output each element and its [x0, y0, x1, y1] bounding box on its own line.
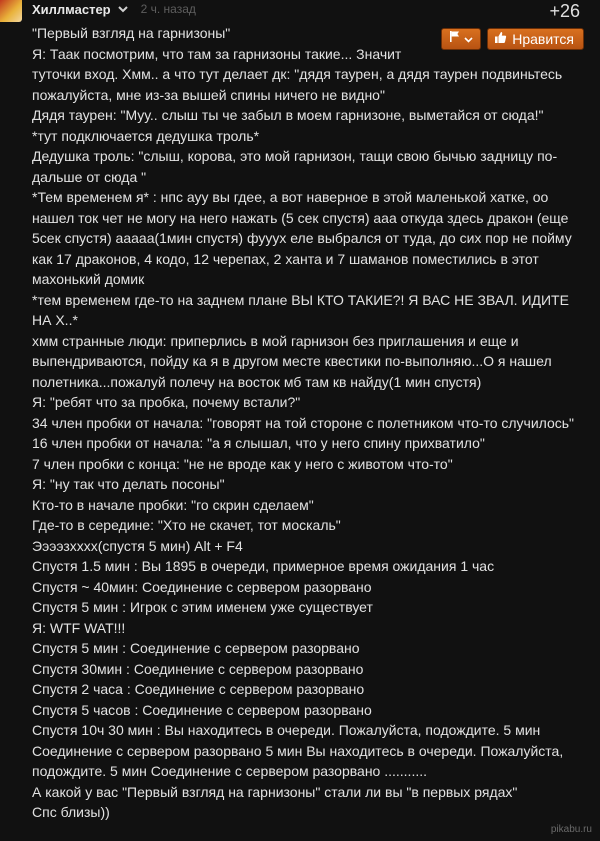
comment-text-line: Спустя ~ 40мин: Соединение с сервером разорвано [32, 578, 372, 595]
comment-time: 2 ч. назад [140, 2, 196, 16]
comment-text-line: выпендриваются, пойду ка я в другом месте квестики по-выполняю...О я нашел [32, 353, 552, 369]
comment-text-line: махонький домик [32, 271, 145, 287]
comment-text-line: Кто-то в начале пробки: "го скрин сделаем" [32, 496, 314, 513]
comment-text-line: полетника...пожалуй полечу на восток мб там кв найду(1 мин спустя) [32, 373, 482, 390]
like-button-label: Нравится [512, 31, 574, 47]
comment-text-line: Спустя 5 мин : Соединение с сервером разорвано [32, 640, 360, 656]
comment-text-line: пожалуйста, мне из-за вышей спины ничего не видно" [32, 86, 385, 103]
comment-text-line: Соединение с сервером разорвано 5 мин Вы находитесь в очереди. Пожалуйста, [32, 742, 564, 759]
comment-header [32, 0, 196, 18]
comment-text-line: подождите. 5 мин Соединение с сервером разорвано ........... [32, 763, 428, 779]
site-watermark: pikabu.ru [550, 824, 592, 835]
comment-text-line: *Тем временем я* : нпс ауу вы гдее, а вот наверное в этой маленькой хатке, оо [32, 189, 549, 205]
comment-text-line: Спустя 30мин : Соединение с сервером разорвано [32, 660, 364, 677]
comment-text-line: "Первый взгляд на гарнизоны" [32, 25, 231, 41]
comment-text-line: НА Х..* [32, 312, 78, 328]
comment-text-line: Дядя таурен: "Муу.. слыш ты че забыл в моем гарнизоне, выметайся от сюда!" [32, 107, 544, 123]
comment-text-line: А какой у вас "Первый взгляд на гарнизоны" стали ли вы "в первых рядах" [32, 783, 518, 800]
comment-text-line: *тут подключается дедушка троль* [32, 127, 260, 144]
comment-body [32, 23, 584, 823]
comment-text-line: Спс близы)) [32, 804, 110, 820]
comment-text-line: Спустя 10ч 30 мин : Вы находитесь в очереди. Пожалуйста, подождите. 5 мин [32, 722, 541, 738]
avatar[interactable] [0, 0, 22, 22]
comment-text-line: 34 член пробки от начала: "говорят на той стороне с полетником что-то случилось" [32, 414, 575, 431]
comment-text-line: Спустя 5 мин : Игрок с этим именем уже существует [32, 599, 373, 615]
comment-text-line: Я: WTF WAT!!! [32, 619, 126, 636]
comment-text-line: нашел ток чет не могу на него нажать (5 сек спустя) ааа откуда здесь дракон (еще [32, 209, 569, 226]
comment-rating: +26 [549, 1, 580, 21]
chevron-down-icon[interactable] [117, 2, 129, 14]
comment-text-line: 16 член пробки от начала: "а я слышал, что у него спину прихватило" [32, 435, 485, 451]
comment-text-line: Я: "ребят что за пробка, почему встали?" [32, 394, 301, 410]
comment-text-line: Дедушка троль: "слыш, корова, это мой гарнизон, тащи свою бычью задницу по- [32, 148, 558, 164]
comment-text-line: Я: "ну так что делать посоны" [32, 476, 225, 492]
comment-text-line: дальше от сюда " [32, 168, 147, 185]
comment-text-line: *тем временем где-то на заднем плане ВЫ КТО ТАКИЕ?! Я ВАС НЕ ЗВАЛ. ИДИТЕ [32, 291, 569, 308]
comment-text-line: Ээээзхххх(спустя 5 мин) Alt + F4 [32, 537, 243, 554]
comment-text-line: Спустя 1.5 мин : Вы 1895 в очереди, примерное время ожидания 1 час [32, 558, 495, 574]
comment-text-line: Спустя 2 часа : Соединение с сервером разорвано [32, 681, 365, 697]
comment-text-line: 7 член пробки с конца: "не не вроде как у него с животом что-то" [32, 455, 453, 472]
comment-text-line: Спустя 5 часов : Соединение с сервером разорвано [32, 701, 372, 718]
comment-text-line: как 17 драконов, 4 кодо, 12 черепах, 2 ханта и 7 шаманов поместились в этот [32, 250, 539, 267]
author-name[interactable]: Хиллмастер [32, 1, 111, 17]
comment-text-line: хмм странные люди: приперлись в мой гарнизон без приглашения и еще и [32, 332, 519, 349]
comment-text-line: 5сек спустя) ааааа(1мин спустя) фууух еле выбрался от туда, до сих пор не пойму [32, 230, 572, 246]
comment-text-line: Где-то в середине: "Хто не скачет, тот москаль" [32, 517, 341, 533]
comment-text-line: Я: Таак посмотрим, что там за гарнизоны такие... Значит [32, 45, 402, 62]
comment-text-line: туточки вход. Хмм.. а что тут делает дк: "дядя таурен, а дядя таурен подвиньтесь [32, 66, 563, 82]
